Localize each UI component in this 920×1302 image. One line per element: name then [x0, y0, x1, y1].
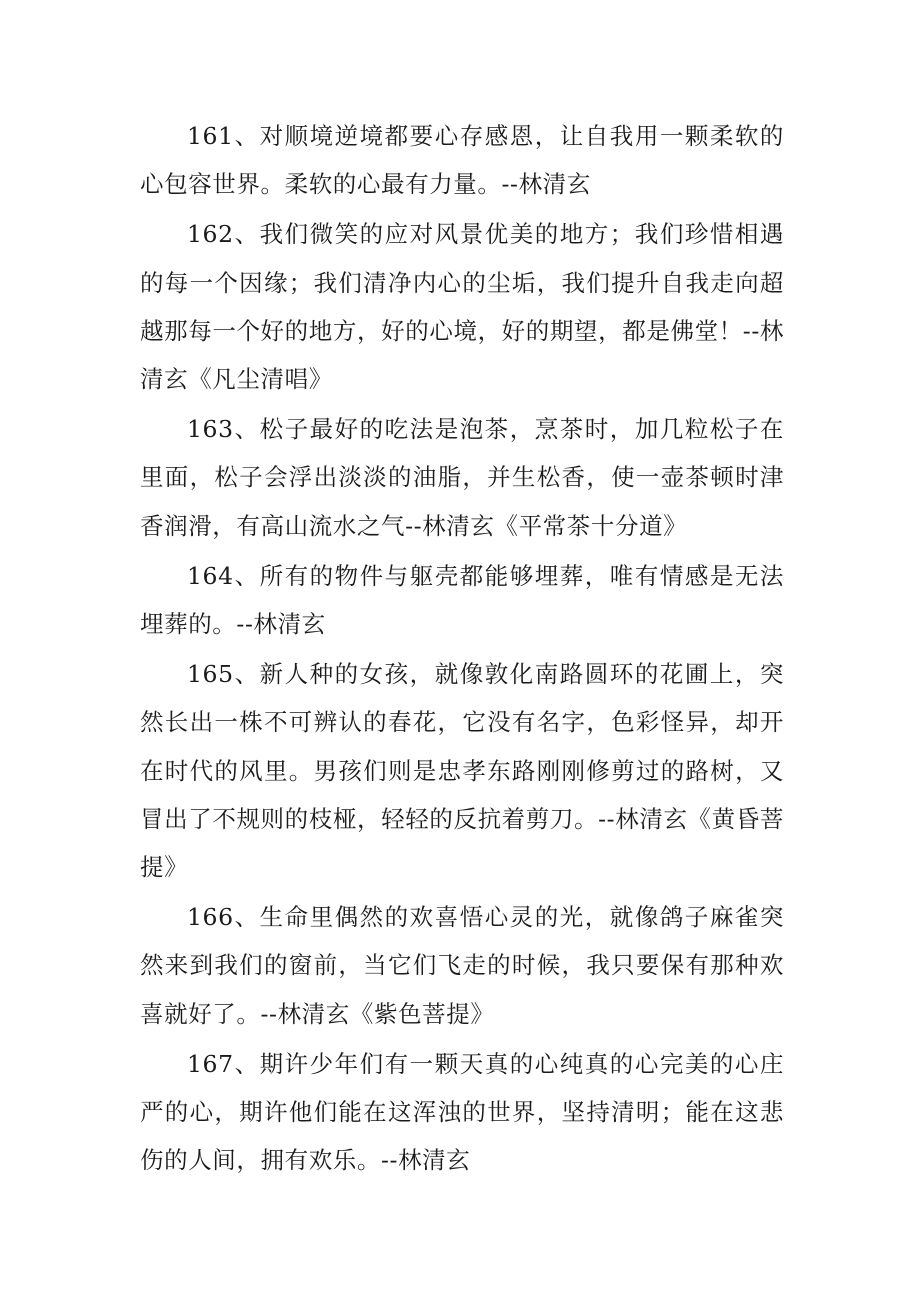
paragraph-161: 161、对顺境逆境都要心存感恩，让自我用一颗柔软的心包容世界。柔软的心最有力量。--林清玄	[140, 122, 784, 199]
paragraph-162: 162、我们微笑的应对风景优美的地方；我们珍惜相遇的每一个因缘；我们清净内心的尘垢，我们提升自我走向超越那每一个好的地方，好的心境，好的期望，都是佛堂！--林清玄《凡尘清唱》	[140, 220, 784, 394]
paragraph-167: 167、期许少年们有一颗天真的心纯真的心完美的心庄严的心，期许他们能在这浑浊的世界，坚持清明；能在这悲伤的人间，拥有欢乐。--林清玄	[140, 1049, 784, 1175]
paragraph-164: 164、所有的物件与躯壳都能够埋葬，唯有情感是无法埋葬的。--林清玄	[140, 561, 784, 639]
document-body	[140, 112, 784, 1186]
paragraph-165: 165、新人种的女孩，就像敦化南路圆环的花圃上，突然长出一株不可辨认的春花，它没有名字，色彩怪异，却开在时代的风里。男孩们则是忠孝东路刚刚修剪过的路树，又冒出了不规则的枝桠，轻轻的反抗着剪刀。--林清玄《黄昏菩提》	[140, 660, 784, 882]
paragraph-166: 166、生命里偶然的欢喜悟心灵的光，就像鸽子麻雀突然来到我们的窗前，当它们飞走的时候，我只要保有那种欢喜就好了。--林清玄《紫色菩提》	[140, 903, 784, 1028]
paragraph-163: 163、松子最好的吃法是泡茶，烹茶时，加几粒松子在里面，松子会浮出淡淡的油脂，并生松香，使一壶茶顿时津香润滑，有高山流水之气--林清玄《平常茶十分道》	[140, 415, 784, 540]
